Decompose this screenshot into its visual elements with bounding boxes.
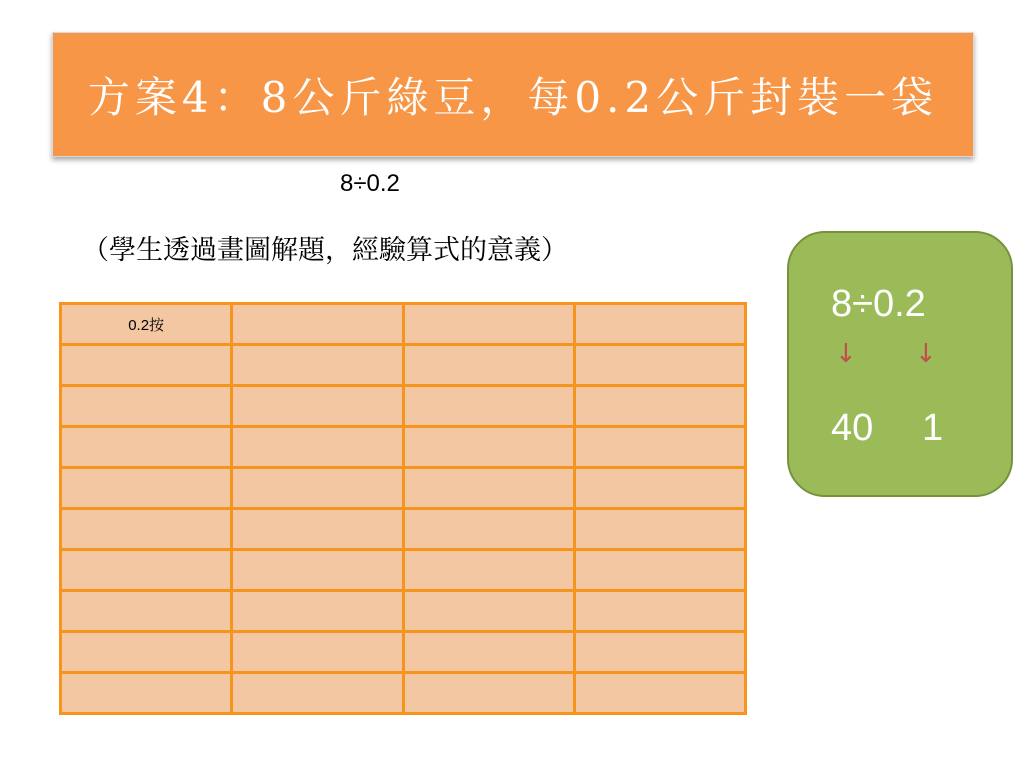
grid-row [61, 509, 746, 550]
grid-cell [232, 509, 403, 550]
calculation-expression: 8÷0.2 [831, 283, 926, 325]
result-divisor: 1 [922, 407, 944, 449]
grid-row [61, 386, 746, 427]
grid-cell [574, 673, 745, 714]
grid-cell [61, 632, 232, 673]
grid-cell [61, 673, 232, 714]
grid-cell [61, 345, 232, 386]
down-arrow-icon: ↓ [835, 339, 857, 369]
grid-cell [232, 304, 403, 345]
grid-cell [403, 509, 574, 550]
grid-cell [403, 386, 574, 427]
grid-cell [403, 673, 574, 714]
division-expression: 8÷0.2 [340, 170, 400, 197]
calculation-box [787, 231, 1013, 497]
grid-cell [403, 468, 574, 509]
grid-cell [403, 304, 574, 345]
grid-row [61, 304, 746, 345]
grid-cell [574, 304, 745, 345]
grid-row [61, 632, 746, 673]
grid-cell [403, 427, 574, 468]
grid-cell [232, 427, 403, 468]
grid-cell [574, 632, 745, 673]
result-dividend: 40 [831, 407, 874, 449]
grid-cell [232, 591, 403, 632]
grid-cell [232, 345, 403, 386]
down-arrow-icon: ↓ [915, 339, 937, 369]
grid-row [61, 345, 746, 386]
grid-cell [232, 632, 403, 673]
grid-cell [403, 550, 574, 591]
grid-cell [574, 427, 745, 468]
grid-cell [61, 591, 232, 632]
grid-row [61, 673, 746, 714]
grid-cell [232, 468, 403, 509]
grid-cell [574, 550, 745, 591]
grid-cell [574, 468, 745, 509]
grid-row [61, 550, 746, 591]
bag-grid [59, 302, 747, 715]
grid-cell [61, 386, 232, 427]
grid-cell [232, 550, 403, 591]
grid-row [61, 591, 746, 632]
grid-cell [403, 632, 574, 673]
title-banner [52, 32, 974, 157]
page-title: 方案4：8公斤綠豆，每0.2公斤封裝一袋 [87, 72, 939, 122]
grid-cell [232, 386, 403, 427]
instruction-note: （學生透過畫圖解題，經驗算式的意義） [82, 235, 568, 266]
grid-cell [574, 591, 745, 632]
grid-row [61, 427, 746, 468]
grid-cell [61, 550, 232, 591]
grid-cell [61, 468, 232, 509]
grid-cell [574, 386, 745, 427]
grid-cell [232, 673, 403, 714]
grid-row [61, 468, 746, 509]
grid-cell [403, 345, 574, 386]
grid-cell [61, 427, 232, 468]
grid-cell [61, 509, 232, 550]
grid-cell [574, 345, 745, 386]
grid-cell [403, 591, 574, 632]
grid-cell-label: 0.2按 [61, 304, 232, 345]
grid-cell [574, 509, 745, 550]
